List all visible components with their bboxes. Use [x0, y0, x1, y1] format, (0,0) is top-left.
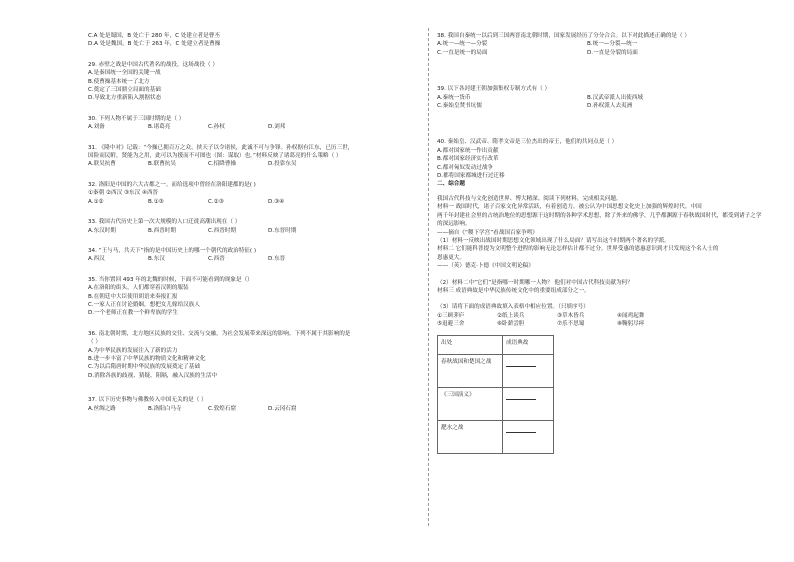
intro-line-8: 恩惠更大。: [437, 254, 465, 261]
q39-option-c: C.秦始皇焚书坑儒: [437, 103, 482, 110]
q33-option-d: D.东晋时期: [268, 227, 297, 234]
q29-option-d: D.导致北方重新陷入割据状态: [88, 95, 162, 102]
q33-options: [88, 227, 413, 235]
intro-line-11: 材料三 成语典故是中华民族传统文化中的重要组成部分之一。: [437, 287, 590, 294]
table-cell-source: 淝水之战: [438, 420, 503, 453]
answer-blank: [506, 432, 536, 433]
q39-options-row2: [437, 102, 757, 110]
intro-line-5: ——摘自《“稷下学宫”看战国百家争鸣》: [437, 229, 538, 236]
q32-items: ①秦朝 ②西汉 ③东汉 ④西晋: [88, 190, 159, 197]
q35-stem: 35. 当你置回 493 年的北魏的时候，下面不可能看到的现象是（）: [88, 276, 253, 283]
q32-option-b: B.①③: [148, 198, 164, 205]
q32-options: [88, 198, 413, 206]
q33-option-a: A.东汉时期: [88, 227, 116, 234]
q33-option-c: C.西晋时期: [208, 227, 237, 234]
q31-option-c: C.招降曹操: [208, 161, 237, 168]
q30-option-a: A.刘备: [88, 124, 105, 131]
table-cell-source: 《三国演义》: [438, 387, 503, 420]
q38-stem: 38. 我国自秦统一以后到三国两晋南北朝时期，国家发展经历了分分合合。以下对此描述正确的是（ ）: [437, 33, 690, 39]
q38-option-c: C.一直是统一的局面: [437, 49, 488, 56]
q34-option-d: D.东晋: [268, 256, 286, 263]
idioms-row2: [437, 320, 757, 328]
q32-option-a: A.①②: [88, 198, 104, 205]
q33-stem: 33. 我国古代历史上第一次大规模的人口迁徙高潮出现在（ ）: [88, 219, 241, 226]
idiom-6: ⑥卧薪尝胆: [497, 321, 525, 328]
table-cell-source: 春秋战国和楚国之战: [438, 354, 503, 387]
q36-option-a: A.为中华民族的发展注入了新的活力: [88, 347, 178, 354]
q34-option-b: B.东汉: [148, 256, 165, 263]
q38-options-row1: [437, 40, 757, 48]
q29-option-b: B.使曹操基本统一了北方: [88, 78, 150, 85]
q32-option-c: C.②③: [208, 198, 224, 205]
q35-option-a: A.在洛阳的街头，人们都穿着汉朝的服装: [88, 285, 189, 292]
q34-options: [88, 255, 413, 263]
q29-option-a: A.是秦国统一全国的关键一战: [88, 70, 161, 77]
q31-option-b: B.联曹抗吴: [148, 161, 176, 168]
q31-options: [88, 160, 413, 168]
q31-option-d: D.投靠东吴: [268, 161, 297, 168]
section-title: 二、综合题: [437, 181, 465, 188]
q38-options-row2: [437, 49, 757, 57]
q40-option-c: C.都对匈奴发动过战争: [437, 164, 494, 171]
q30-option-c: C.孙权: [208, 124, 225, 131]
idiom-2: ②纸上谈兵: [497, 312, 525, 319]
intro-line-7: 材料二 它们能科普提为文明整个进程的影响无论怎样估计都不过分。世界受惠的恩惠意识到才只发现这个名人士的: [437, 246, 719, 253]
table-header-row: [438, 335, 554, 354]
idiom-3: ③草木皆兵: [557, 312, 585, 319]
q38-option-d: D.一直是分裂的局面: [587, 49, 638, 56]
q36-stem-line1: 36. 南北朝时期，北方地区民族的交往、交流与交融，为社会发展带来深远的影响。下列不属于其影响的是: [88, 330, 351, 337]
table-cell-answer[interactable]: [503, 420, 554, 453]
q31-stem-line1: 31. 《隆中对》记载：“今操已拥百万之众，挟天子以令诸侯，此诚不可与争锋。孙权据有江东，已历三世，: [88, 144, 354, 151]
left-column: [88, 32, 413, 413]
intro-line-9: ——（英）德克·卜德《中国文明论稿》: [437, 263, 534, 270]
table-header-source: 出处: [438, 335, 503, 354]
q37-stem: 37. 以下历史事物与佛教传入中国无关的是（ ）: [88, 397, 207, 404]
table-cell-answer[interactable]: [503, 354, 554, 387]
intro-line-3: 两千年封建社会里的占统治地位的思想源于这时期的各种学术思想，除了外来的佛学，几乎都渊源于春秋战国时代，都受到诸子之学: [437, 212, 762, 219]
q37-option-b: B.洛阳白马寺: [148, 405, 182, 412]
q40-option-d: D.都将国家都城进行过迁移: [437, 173, 505, 180]
table-row: [438, 420, 554, 453]
idiom-7: ⑦乐不思蜀: [557, 321, 585, 328]
q28-option-c: C.A 处是蜀国，B 处亡于 280 年，C 处建立者是曹丕: [88, 33, 220, 39]
q40-stem: 40. 秦始皇、汉武帝、隋孝文帝是三位杰出的帝王，他们的共同点是（ ）: [437, 139, 618, 146]
table-cell-answer[interactable]: [503, 387, 554, 420]
idiom-4: ④闻鸡起舞: [617, 312, 645, 319]
q35-option-d: D.一个老师正在教一个鲜卑族的学生: [88, 310, 178, 317]
intro-line-4: 的深远影响。: [437, 221, 471, 228]
intro-line-1: 我国古代科技与文化创造世界、博大精深。阅读下列材料，完成相关问题。: [437, 195, 622, 202]
idiom-1: ①三顾茅庐: [437, 312, 465, 319]
q39-option-d: D.孙权派人去夷洲: [587, 103, 633, 110]
table-row: [438, 354, 554, 387]
q34-stem: 34. “王与马，共天下”指的是中国历史上的哪一个朝代的政治特征( ): [88, 247, 257, 254]
q37-option-a: A.丝绸之路: [88, 405, 116, 412]
q36-option-c: C.为以后隋唐时期中华民族的发展奠定了基础: [88, 364, 200, 371]
intro-line-2: 材料一 战国时代，诸子百家文化异常活跃，有着创造力，被公认为中国思想文化史上加强的辉煌时代。中国: [437, 204, 702, 211]
q36-stem-line2: （ ）: [88, 339, 101, 346]
q33-option-b: B.西晋时期: [148, 227, 176, 234]
q39-option-a: A.秦统一货币: [437, 94, 471, 101]
answer-blank: [506, 366, 536, 367]
idiom-table: [437, 335, 554, 454]
q36-option-d: D.消除各族的歧视、猜疑、阻隔，融入汉族的生活中: [88, 372, 218, 379]
q40-option-b: B.都对国家经济实行改革: [437, 156, 499, 163]
idiom-5: ⑤退避三舍: [437, 321, 465, 328]
q39-stem: 39. 以下各封建王朝加强集权专制方式有（ ）: [437, 86, 551, 93]
q31-option-a: A.联吴抗曹: [88, 161, 116, 168]
table-header-idiom: 成语典故: [503, 335, 554, 354]
idiom-8: ⑧鞠躬尽瘁: [617, 321, 645, 328]
q39-option-b: B.汉武帝派人出使西域: [587, 94, 643, 101]
q35-option-b: B.在朝廷中大臣使用胡语来奏报汇报: [88, 293, 178, 300]
q39-options-row1: [437, 94, 757, 102]
q38-option-a: A.统一—统一—分裂: [437, 41, 488, 48]
column-divider: [428, 28, 429, 526]
answer-blank: [506, 399, 536, 400]
q30-stem: 30. 下列人物不属于三国时期的是（ ）: [88, 115, 185, 122]
intro-line-10: （2）材料二中“它们”是指哪一时期哪一人物？ 他们对中国古代科技贡献为何？: [437, 279, 633, 286]
q37-option-c: C.敦煌石窟: [208, 405, 237, 412]
q31-stem-line2: 国险而民附，贤能为之用，此可以为援而不可图也（图：谋取）也。”材料反映了诸葛亮的什么策略（ ）: [88, 153, 342, 160]
q34-option-c: C.西晋: [208, 256, 225, 263]
q30-option-d: D.刘邦: [268, 124, 286, 131]
intro-line-6: （1）材料一反映出战国时期思想文化领域出现了什么局面？请写出这个时期两个著名的学派。: [437, 237, 670, 244]
q29-stem: 29. 赤壁之战是中国古代著名的战役，这场战役（ ）: [88, 61, 218, 68]
q30-options: [88, 123, 413, 131]
right-column: [437, 32, 762, 454]
q30-option-b: B.诸葛亮: [148, 124, 171, 131]
table-row: [438, 387, 554, 420]
q3-stem: （3）请将下面的成语典故填入表格中相应位置。（只填序号）: [437, 304, 589, 311]
q38-option-b: B.统一—分裂—统一: [587, 41, 638, 48]
idioms-row1: [437, 312, 757, 320]
q40-option-a: A.都对国家统一作出贡献: [437, 147, 499, 154]
q35-option-c: C.一家人正在讨论婚姻，想把女儿嫁给汉族人: [88, 301, 200, 308]
q34-option-a: A.西汉: [88, 256, 105, 263]
q32-option-d: D.③④: [268, 198, 285, 205]
q32-stem: 32. 洛阳是中国的六大古都之一。而给选项中曾经在洛阳建都的是( ): [88, 181, 256, 188]
q37-options: [88, 405, 413, 413]
q28-option-d: D.A 处是魏国，B 处亡于 263 年，C 处建立者是曹操: [88, 41, 221, 48]
q29-option-c: C.奠定了三国鼎立局面的基础: [88, 87, 161, 94]
q37-option-d: D.云冈石窟: [268, 405, 297, 412]
q36-option-b: B.进一步丰富了中华民族的物质文化和精神文化: [88, 355, 206, 362]
